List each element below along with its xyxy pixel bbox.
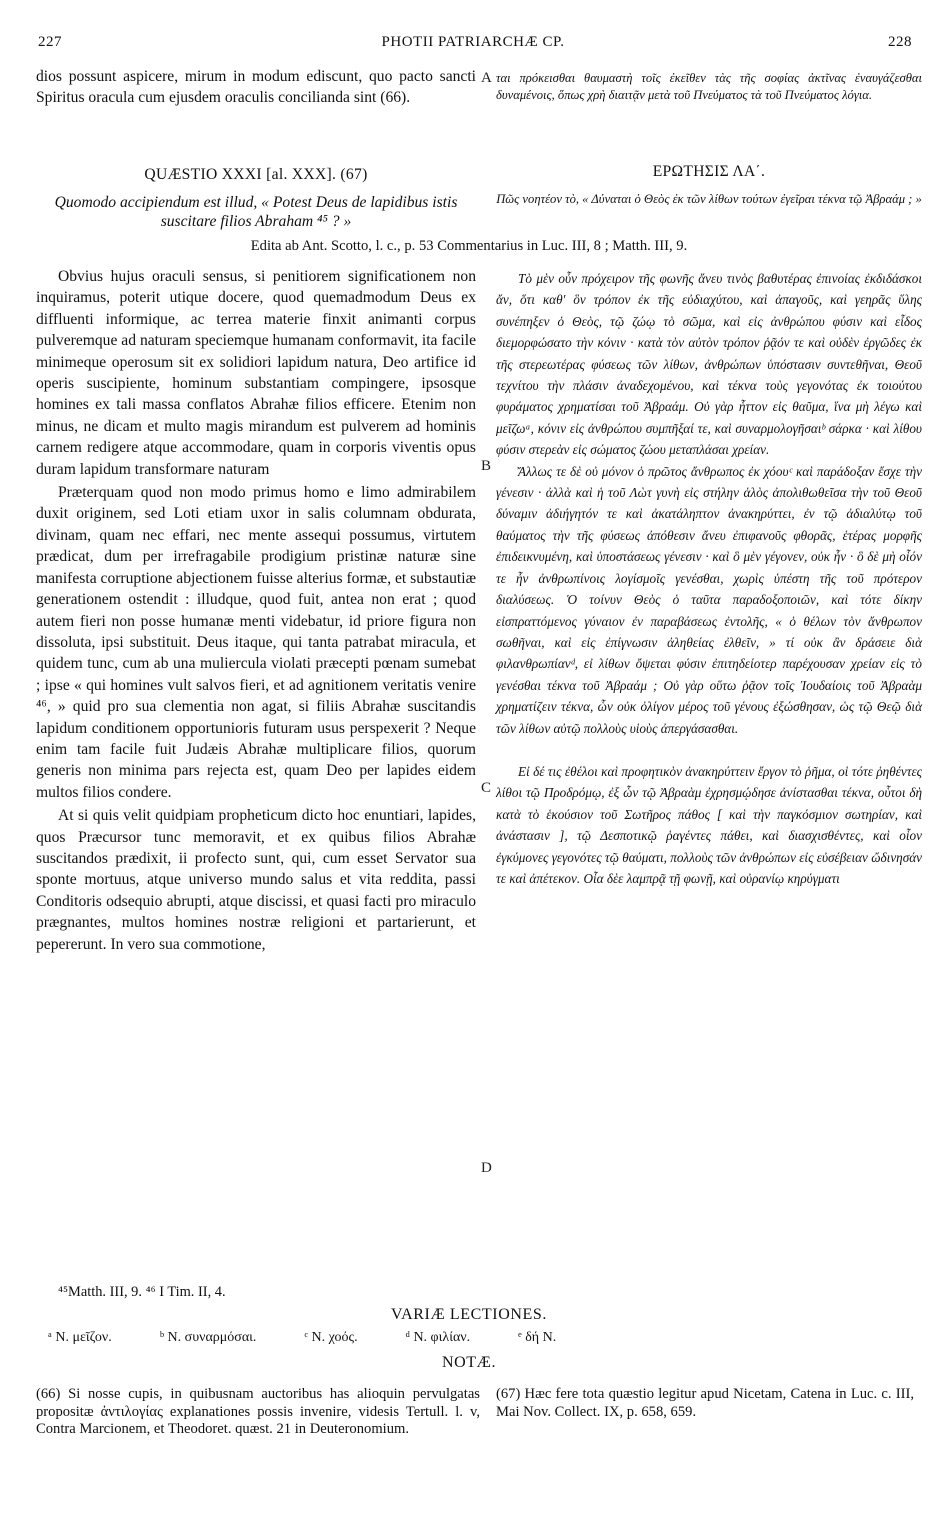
margin-letter-b: B	[481, 458, 492, 474]
question-subtitle-latin: Quomodo accipiendum est illud, « Potest Deus de lapidibus istis suscitare filios Abraham ⁴⁵ ? »	[54, 194, 458, 230]
notae-title: NOTÆ.	[441, 1354, 497, 1371]
intro-latin	[36, 66, 476, 109]
greek-paragraph-3: Εἰ δέ τις ἐθέλοι καὶ προφητικὸν ἀνακηρύττειν ἔργον τὸ ῥῆμα, οἱ τότε ῥηθέντες λίθοι τῷ Προδρόμῳ, ἐξ ὧν τῷ Ἀβραὰμ ἐχρησμῴδησε ἀνίστασθαι τέκνα, οὗτοι δὴ κατὰ τὸ ἑκούσιον τοῦ Σωτῆρος πάθος [ καὶ τὴν παγκόσμιον σωτηρίαν, καὶ ἀνάστασιν ], τῷ Δεσποτικῷ ῥαγέντες πάθει, καὶ διασχισθέντες, καὶ οἷον ἐγκύμονες γεγονότες τῷ θαύματι, πολλοὺς τῶν ἀνθρώπων εἰς εὐσέβειαν ὤδινησάν τε καὶ ἀπέτεκον. Οἷα δὲε λαμπρᾷ τῇ φωνῇ, καὶ οὐρανίῳ κηρύγματι	[496, 763, 922, 886]
latin-paragraph-2: Præterquam quod non modo primus homo e limo admirabilem duxit originem, sed Loti etiam uxor in salis columnam obdurata, divinam, quam nec effari, nec mente assequi possumus, virtutem prædicat, dum per irrefragabile prodigium pristinæ naturæ sine manifesta corruptione abjectionem fuisse alterius formæ, et substautiæ generationem ostendit : illudque, quod fuit, antea non erat ; quod autem fieri non posse humanæ menti videbatur, id priore figura non dissoluta, ipsi substituit. Deus itaque, qui tanta patrabat miracula, et quidem tunc, cum ab una muliercula violati præcepti pœnam sumebat ; ipse « qui homines vult salvos fieri, et ad agnitionem veritatis venire ⁴⁶, » quid pro sua clementia non agat, si filiis Abrahæ suscitandis lapidum conditionem opportunioris futuram usus perspexerit ? Neque enim tam facile fuit Judæis Abrahæ multiplicare filios, quorum generis non minima pars rejecta est, quam Deo per lapides eidem multos filios condere.	[36, 484, 476, 801]
latin-paragraph-1: Obvius hujus oraculi sensus, si penitiorem significationem non inquiramus, poterit utique docere, quod quemadmodum Deus ex diffluenti informique, ac terrea materie finxit animanti corpus pulveremque ad naturam speciemque humanam conformavit, ita facile minimeque operosum sit ex solidiori lapidum natura, Deo artifice id operis suscipiente, hominum substantiam compingere, ipsosque homines ex tali massa conflatos Abrahæ filios efficere. Etenim non minus, ne dicam et multo magis mirandum est pulverem ad hominis carnem redigere atque accommodare, quam in corporis viventis opus duram lapidum transformare naturam	[36, 268, 476, 478]
greek-paragraph-2: Ἄλλως τε δὲ οὐ μόνον ὁ πρῶτος ἄνθρωπος ἐκ χόουᶜ καὶ παράδοξαν ἔσχε τὴν γένεσιν · ἀλλὰ καὶ ἡ τοῦ Λὼτ γυνὴ εἰς στήλην ἁλὸς ἀπολιθωθεῖσα τὴν τοῦ Θεοῦ δύναμιν ἀδιήγητόν τε καὶ ἀκατάληπτον ἀνακηρύττει, ἐν τῷ ἀδιαλύτῳ τοῦ θαύματος τὴν τῆς φύσεως ἀπόθεσιν ἄνευ ἐπιφανοῦς φθορᾶς, ἑτέρας μορφῆς ἐπιδεικνυμένη, καὶ ὑποστάσεως γένεσιν · καὶ ὃ μὲν γέγονεν, οὐκ ἦν · ὃ δὲ μὴ οἷόν τε ἦν ἀνθρωπίνοις λογίσμοῖς γενέσθαι, χωρὶς ὑπέστη τῆς τοῦ πρότερον διαλύσεως. Ὁ τοίνυν Θεὸς ὁ ταῦτα παραδοξοποιῶν, καὶ τότε δίκην εἰσπραττόμενος γύναιον ἐν παραβάσεως ἐντολῆς, « ὁ θέλων τὸν ἄνθρωπον σωθῆναι, καὶ εἰς ἐπίγνωσιν ἀληθείας ἐλθεῖν, » τί οὐκ ἂν δράσειε διὰ φιλανθρωπίανᵈ, εἰ λίθων ὄψεται φύσιν ἐπιτηδείοτερ παρέχουσαν χρείαν εἰς τὸ γενέσθαι τέκνα τοῦ Ἀβραάμ ; Οὐ γὰρ οὕτω ῥᾷον τοῖς Ἰουδαίοις τοῦ Ἀβραὰμ χρηματίζειν τέκνα, ὧν οὐκ ὀλίγον μέρος τοῦ γένους ἐξώσθησαν, ὡς τῷ Θεῷ διὰ τῶν λίθων αὐτῷ πολλοὺς υἱοὺς ἀπεργάσασθαι.	[496, 463, 922, 736]
margin-letter-c: C	[481, 780, 492, 796]
edition-note: Edita ab Ant. Scotto, l. c., p. 53 Commentarius in Luc. III, 8 ; Matth. III, 9.	[250, 238, 688, 254]
greek-paragraph-1: Τὸ μὲν οὖν πρόχειρον τῆς φωνῆς ἄνευ τινὸς βαθυτέρας ἐπινοίας ἐκδιδάσκοι ἄν, ὅτι καθ' ὃν τρόπον ἐκ τῆς εὐδιαχύτου, καὶ ἀπαγοῦς, καὶ γεηρᾶς ὕλης συνέπηξεν ὁ Θεὸς, τῷ ζώῳ τὸ σῶμα, καὶ εἰς ἀνθρώπου φύσιν καὶ εἶδος διεμορφώσατο τὴν κόνιν · κατὰ τὸν αὐτὸν τρόπον ῥᾷόν τε καὶ οὐδὲν ἐργῶδες ἐκ τῆς στερεωτέρας φύσεως τῶν λίθων, ἀνθρώπων ὑπόστασιν συντεθῆναι, Θεοῦ τεχνίτου τὴν πλάσιν ἀναδεχομένου, καὶ τέκνα τοὺς γεγονότας ἐκ τοιούτου φυράματος χρηματίσαι τοῦ Ἀβραάμ. Οὐ γὰρ ἧττον εἰς θαῦμα, ἵνα μὴ λέγω καὶ μεῖζωᵃ, κόνιν εἰς ἀνθρώπου συμπῆξαί τε, καὶ συναρμολογῆσαιᵇ σάρκα · καὶ λίθου φύσιν στερεὰν εἰς σώματος ζώου μεταπλάσαι χρείαν.	[496, 271, 922, 458]
scripture-references: ⁴⁵Matth. III, 9. ⁴⁶ I Tim. II, 4.	[58, 1284, 226, 1300]
page-header	[34, 34, 912, 58]
variant-b: ᵇ N. συναρμόσαι.	[159, 1330, 257, 1345]
intro-greek-text: ται πρόκεισθαι θαυμαστὴ τοῖς ἐκεῖθεν τὰς τῆς σοφίας ἀκτῖνας ἐναυγάζεσθαι δυναμένοις, ὅπως χρὴ διαιτᾷν μετὰ τοῦ Πνεύματος τὰ τοῦ Πνεύματος λόγια.	[496, 71, 922, 102]
latin-paragraph-3: At si quis velit quidpiam propheticum dicto hoc enuntiari, lapides, quos Præcursor tunc memoravit, et ex quibus filios Abrahæ suscitandos prædixit, ii profecto sunt, qui, cum esset Servator sua sponte mortuus, atque universo mundo salus et vita reddita, passi Conditoris odsequio abrupti, atque discissi, et quasi facti pro miraculo prægnantes, multos homines nostræ religioni et partarierunt, et pepererunt. In vero sua commotione,	[36, 807, 476, 953]
variant-c: ᶜ N. χοός.	[304, 1330, 358, 1345]
variant-d: ᵈ N. φιλίαν.	[405, 1330, 471, 1345]
variant-a: ᵃ N. μεῖζον.	[48, 1330, 112, 1345]
greek-column	[496, 268, 922, 889]
margin-letter-a: A	[481, 70, 492, 86]
variant-e: ᵉ δή N.	[518, 1330, 557, 1345]
latin-column	[36, 266, 476, 955]
note-67: (67) Hæc fere tota quæstio legitur apud Nicetam, Catena in Luc. c. III, Mai Nov. Collect. IX, p. 658, 659.	[496, 1386, 914, 1420]
question-subtitle-greek: Πῶς νοητέον τὸ, « Δύναται ὁ Θεὸς ἐκ τῶν λίθων τούτων ἐγεῖραι τέκνα τῷ Ἀβραάμ ; »	[496, 192, 922, 206]
intro-latin-text: dios possunt aspicere, mirum in modum ediscunt, quo pacto sancti Spiritus oracula cum ejusdem oraculis concilianda sint (66).	[36, 68, 476, 107]
variae-lectiones-title: VARIÆ LECTIONES.	[391, 1306, 547, 1323]
question-title-greek: ΕΡΩΤΗΣΙΣ ΛΑ΄.	[652, 163, 766, 180]
running-title: PHOTII PATRIARCHÆ CP.	[381, 34, 565, 50]
variae-lectiones-list	[48, 1330, 908, 1346]
page-number-right: 228	[888, 34, 912, 50]
intro-greek	[496, 70, 922, 104]
page-number-left: 227	[38, 34, 62, 50]
margin-letter-d: D	[481, 1160, 492, 1176]
question-title-latin: QUÆSTIO XXXI [al. XXX]. (67)	[144, 166, 368, 183]
note-66: (66) Si nosse cupis, in quibusnam auctoribus has alioquin pervulgatas propositæ ἀντιλογίας explanationes possis invenire, videsis Tertull. l. v, Contra Marcionem, et Theodoret. quæst. 21 in Deuteronomium.	[36, 1386, 480, 1438]
